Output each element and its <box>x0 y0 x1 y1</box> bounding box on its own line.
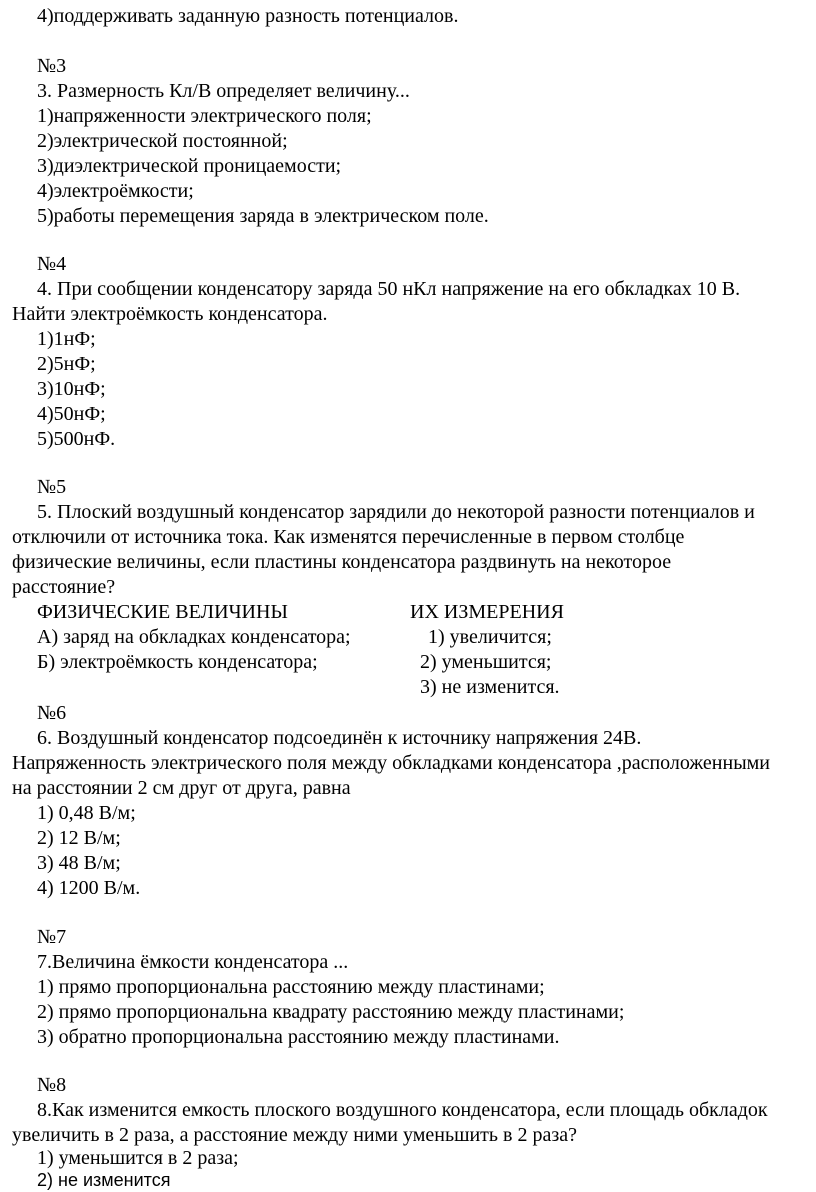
q7-text: 7.Величина ёмкости конденсатора ... <box>37 951 349 973</box>
q3-option: 4)электроёмкости; <box>37 180 194 202</box>
q8-option: 2) не изменится <box>37 1170 171 1190</box>
q7-option: 2) прямо пропорциональна квадрату расстоянию между пластинами; <box>37 1001 625 1023</box>
q4-text-line1: 4. При сообщении конденсатору заряда 50 нКл напряжение на его обкладках 10 В. <box>37 278 741 300</box>
q8-text-line1: 8.Как изменится емкость плоского воздушного конденсатора, если площадь обкладок <box>37 1099 768 1121</box>
q5-text-line1: 5. Плоский воздушный конденсатор зарядили до некоторой разности потенциалов и <box>37 501 755 523</box>
q7-option: 3) обратно пропорциональна расстоянию между пластинами. <box>37 1026 560 1048</box>
q6-number: №6 <box>37 702 67 724</box>
q3-option: 2)электрической постоянной; <box>37 130 288 152</box>
q6-option: 1) 0,48 В/м; <box>37 802 136 824</box>
q4-option: 1)1нФ; <box>37 328 96 350</box>
q5-right-item: 3) не изменится. <box>420 676 560 698</box>
q4-option: 3)10нФ; <box>37 378 106 400</box>
q4-option: 4)50нФ; <box>37 403 106 425</box>
q3-text: 3. Размерность Кл/В определяет величину... <box>37 80 410 102</box>
q4-text-line2: Найти электроёмкость конденсатора. <box>12 303 328 325</box>
q5-text-line2: отключили от источника тока. Как изменятся перечисленные в первом столбце <box>12 526 685 548</box>
q8-option: 1) уменьшится в 2 раза; <box>37 1147 239 1169</box>
q3-option: 5)работы перемещения заряда в электрическом поле. <box>37 205 489 227</box>
q4-option: 5)500нФ. <box>37 428 116 450</box>
q5-text-line4: расстояние? <box>12 576 116 598</box>
q5-text-line3: физические величины, если пластины конденсатора раздвинуть на некоторое <box>12 551 672 573</box>
q5-number: №5 <box>37 476 67 498</box>
q3-number: №3 <box>37 55 67 77</box>
q6-text-line2: Напряженность электрического поля между обкладками конденсатора ,расположенными <box>12 752 770 774</box>
q5-col-left-header: ФИЗИЧЕСКИЕ ВЕЛИЧИНЫ <box>37 601 288 623</box>
q4-option: 2)5нФ; <box>37 353 96 375</box>
q5-col-right-header: ИХ ИЗМЕРЕНИЯ <box>410 601 564 623</box>
q5-left-item: Б) электроёмкость конденсатора; <box>37 651 318 673</box>
q6-text-line3: на расстоянии 2 см друг от друга, равна <box>12 777 351 799</box>
q8-number: №8 <box>37 1074 67 1096</box>
q7-option: 1) прямо пропорциональна расстоянию между пластинами; <box>37 976 545 998</box>
q5-right-item: 2) уменьшится; <box>420 651 552 673</box>
q6-option: 2) 12 В/м; <box>37 827 121 849</box>
q6-option: 3) 48 В/м; <box>37 852 121 874</box>
q7-number: №7 <box>37 926 67 948</box>
q4-number: №4 <box>37 253 67 275</box>
q6-text-line1: 6. Воздушный конденсатор подсоединён к источнику напряжения 24В. <box>37 727 642 749</box>
q2-option-4: 4)поддерживать заданную разность потенциалов. <box>37 5 459 27</box>
q5-left-item: А) заряд на обкладках конденсатора; <box>37 626 351 648</box>
q3-option: 3)диэлектрической проницаемости; <box>37 155 342 177</box>
q3-option: 1)напряженности электрического поля; <box>37 105 372 127</box>
q5-right-item: 1) увеличится; <box>428 626 552 648</box>
q6-option: 4) 1200 В/м. <box>37 877 141 899</box>
q8-text-line2: увеличить в 2 раза, а расстояние между ними уменьшить в 2 раза? <box>12 1124 578 1146</box>
